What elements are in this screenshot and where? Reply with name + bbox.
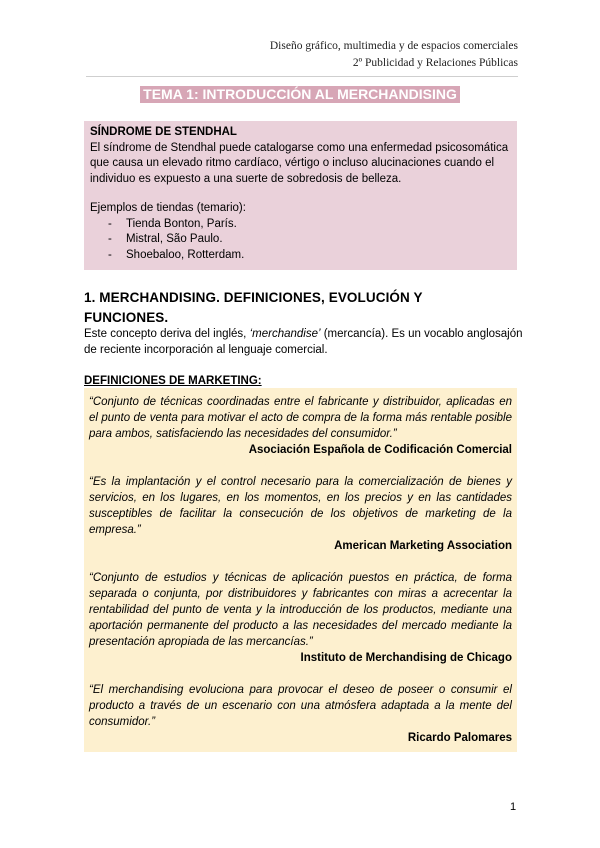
stendhal-callout — [84, 121, 517, 270]
definition-author: American Marketing Association — [334, 540, 512, 552]
degree-line: 2º Publicidad y Relaciones Públicas — [352, 57, 518, 69]
definition-quote: “Es la implantación y el control necesario para la comercialización de bienes y servicios, en los lugares, en los momentos, en los precios y en las cantidades susceptibles de facilitar la consecución de los objetivos de marketing de la empresa.” — [89, 476, 512, 536]
list-item — [108, 248, 511, 264]
definitions-box — [84, 388, 517, 752]
page-header — [270, 38, 518, 72]
definition-block — [89, 682, 512, 746]
intro-before: Este concepto deriva del inglés, — [84, 328, 250, 340]
intro-term: ‘merchandise’ — [249, 328, 321, 340]
document-title: TEMA 1: INTRODUCCIÓN AL MERCHANDISING — [140, 86, 460, 103]
page-number: 1 — [510, 801, 517, 813]
intro-after: (mercancía). Es un vocablo anglosajón de reciente incorporación al lenguaje comercial. — [84, 328, 523, 356]
example-text: Mistral, São Paulo. — [126, 233, 223, 245]
dash-bullet: - — [108, 248, 112, 261]
definition-block — [89, 570, 512, 666]
list-item — [108, 232, 511, 248]
definition-quote: “El merchandising evoluciona para provocar el deseo de poseer o consumir el producto a través de un escenario con una atmósfera adaptada a la mente del consumidor.” — [89, 684, 512, 728]
section-heading: 1. MERCHANDISING. DEFINICIONES, EVOLUCIÓN Y FUNCIONES. — [84, 290, 423, 325]
definition-quote: “Conjunto de técnicas coordinadas entre el fabricante y distribuidor, aplicadas en el punto de venta para motivar el acto de compra de la forma más rentable posible para ambos, satisfaciendo las necesidades del consumidor.” — [89, 396, 512, 440]
definition-block — [89, 394, 512, 458]
definition-author: Asociación Española de Codificación Comercial — [248, 444, 512, 456]
section-intro — [84, 326, 524, 358]
callout-text: El síndrome de Stendhal puede catalogarse como una enfermedad psicosomática que causa un elevado ritmo cardíaco, vértigo o incluso alucinaciones cuando el individuo es expuesto a una suerte de sobredosis de belleza. — [90, 141, 509, 185]
callout-heading: SÍNDROME DE STENDHAL — [90, 126, 237, 138]
header-divider — [86, 76, 518, 77]
definition-block — [89, 474, 512, 554]
dash-bullet: - — [108, 217, 112, 230]
examples-list — [90, 217, 511, 264]
definition-quote: “Conjunto de estudios y técnicas de aplicación puestos en práctica, de forma separada o conjunta, por distribuidores y fabricantes con miras a acrecentar la rentabilidad del punto de venta y la introducción de los productos, mediante una aportación permanente del producto a las necesidades del mercado mediante la presentación apropiada de las mercancías.” — [89, 572, 512, 648]
course-line: Diseño gráfico, multimedia y de espacios comerciales — [269, 40, 518, 52]
dash-bullet: - — [108, 233, 112, 245]
definitions-heading: DEFINICIONES DE MARKETING: — [84, 375, 262, 387]
definition-author: Instituto de Merchandising de Chicago — [300, 652, 512, 664]
examples-label: Ejemplos de tiendas (temario): — [90, 202, 246, 214]
title-wrapper — [0, 86, 600, 104]
list-item — [108, 217, 511, 233]
example-text: Shoebaloo, Rotterdam. — [126, 248, 245, 261]
definition-author: Ricardo Palomares — [407, 732, 512, 744]
example-text: Tienda Bonton, París. — [126, 217, 237, 230]
